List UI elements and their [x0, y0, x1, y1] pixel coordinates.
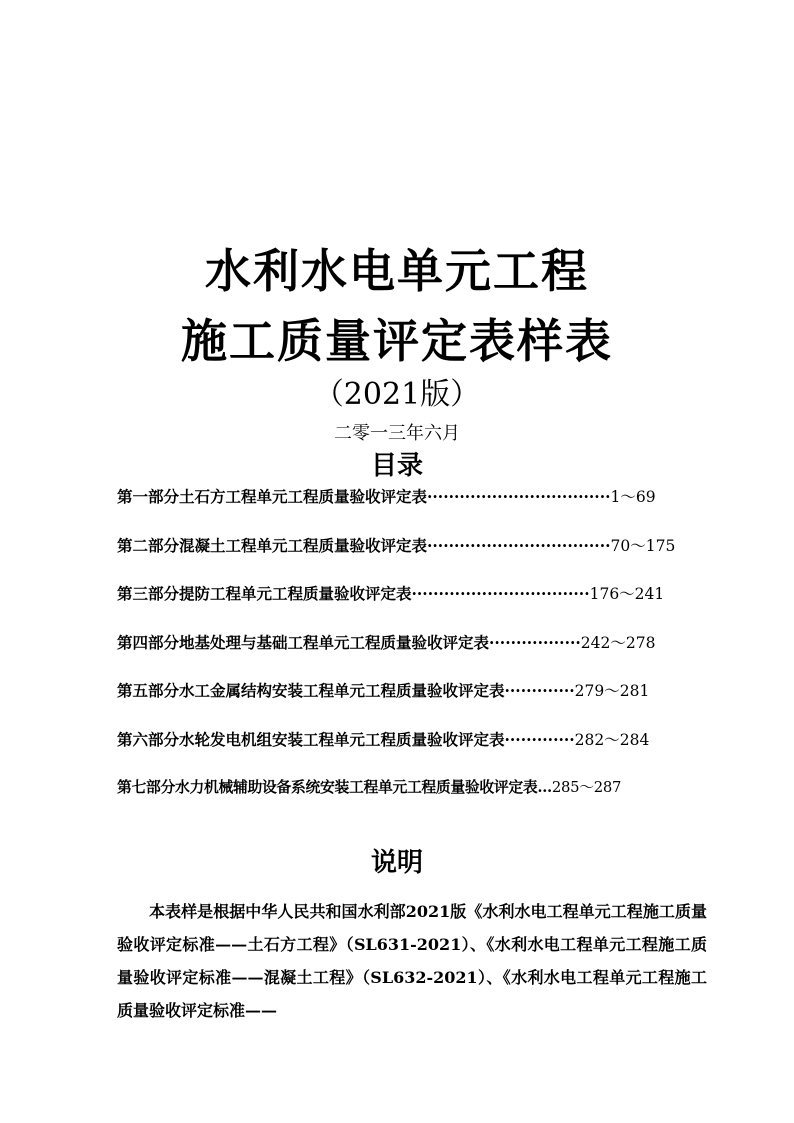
table-of-contents	[117, 486, 707, 826]
toc-item-label: 第五部分水工金属结构安装工程单元工程质量验收评定表	[117, 681, 505, 700]
toc-item-label: 第七部分水力机械辅助设备系统安装工程单元工程质量验收评定表	[117, 779, 538, 796]
toc-item-leader: ·································	[411, 584, 590, 603]
edition-label: （2021版）	[313, 377, 481, 412]
toc-item-part-6	[117, 729, 707, 778]
toc-item-pages: 70～175	[610, 536, 676, 555]
toc-item-pages: 285～287	[551, 779, 622, 796]
toc-item-leader: ·············	[504, 729, 575, 749]
toc-item-part-5	[117, 680, 707, 729]
toc-item-pages: 176～241	[589, 585, 665, 603]
toc-item-pages: 242～278	[580, 633, 656, 652]
publication-date: 二零一三年六月	[334, 423, 460, 444]
notes-paragraph: 本表样是根据中华人民共和国水利部2021版《水利水电工程单元工程施工质量验收评定标准——土石方工程》（SL631-2021）、《水利水电工程单元工程施工质量验收评定标准——混凝土工程》（SL632-2021）、《水利水电工程单元工程施工质量验收评定标准——	[117, 902, 707, 1020]
toc-item-pages: 1～69	[610, 488, 656, 506]
toc-item-part-7	[117, 777, 707, 826]
document-title-line-1: 水利水电单元工程	[205, 244, 589, 298]
toc-item-leader: ··································	[427, 487, 611, 506]
toc-item-leader: ·············	[504, 681, 575, 700]
toc-item-pages: 282～284	[574, 730, 650, 749]
toc-item-label: 第一部分土石方工程单元工程质量验收评定表	[117, 487, 428, 506]
toc-item-part-4	[117, 632, 707, 681]
toc-item-part-3	[117, 583, 707, 632]
toc-item-label: 第四部分地基处理与基础工程单元工程质量验收评定表	[117, 632, 490, 652]
toc-item-part-1	[117, 486, 707, 535]
toc-item-leader: ·················	[489, 632, 581, 652]
toc-item-pages: 279～281	[574, 682, 650, 700]
toc-item-label: 第三部分提防工程单元工程质量验收评定表	[117, 584, 412, 603]
toc-item-leader: …	[537, 779, 552, 796]
toc-item-label: 第二部分混凝土工程单元工程质量验收评定表	[117, 535, 428, 555]
notes-heading: 说明	[370, 848, 423, 878]
toc-heading: 目录	[370, 451, 423, 481]
toc-item-label: 第六部分水轮发电机组安装工程单元工程质量验收评定表	[117, 729, 505, 749]
toc-item-part-2	[117, 535, 707, 584]
toc-item-leader: ··································	[427, 535, 611, 555]
document-title-line-2: 施工质量评定表样表	[181, 314, 613, 368]
